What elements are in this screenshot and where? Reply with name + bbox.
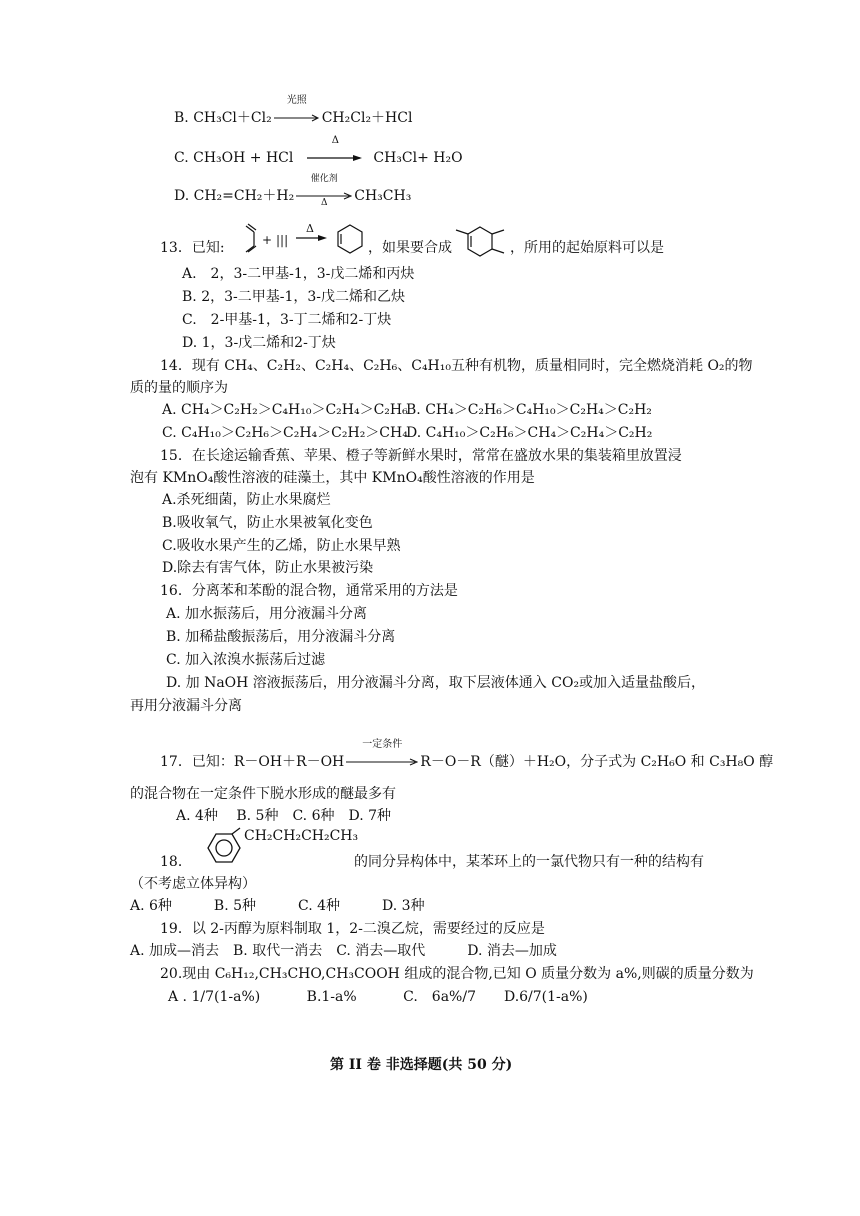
- q16-option-a: A. 加水振荡后，用分液漏斗分离: [166, 606, 368, 622]
- q12-d-right: CH₃CH₃: [354, 188, 412, 204]
- reaction-arrow: [296, 235, 327, 241]
- heat-symbol: Δ: [306, 222, 314, 235]
- q13-option-b: B. 2，3-二甲基-1，3-戊二烯和乙炔: [182, 289, 406, 305]
- q20-options: A . 1/7(1-a%) B.1-a% C. 6a%/7 D.6/7(1-a%): [168, 989, 588, 1005]
- q15-option-d: D.除去有害气体，防止水果被污染: [162, 560, 374, 576]
- q15-option-a: A.杀死细菌，防止水果腐烂: [162, 492, 331, 508]
- q16-option-d: D. 加 NaOH 溶液振荡后，用分液漏斗分离，取下层液体通入 CO₂或加入适量盐酸后，: [166, 675, 706, 691]
- alkyne-bond-icon: |||: [276, 233, 289, 247]
- cyclohexene-icon: [338, 225, 362, 253]
- condition-heat: Δ: [321, 198, 328, 208]
- q12-b-left: B. CH₃Cl＋Cl₂: [174, 110, 272, 126]
- q17-stem-line2: 的混合物在一定条件下脱水形成的醚最多有: [130, 786, 396, 802]
- q17-right: R－O－R（醚）＋H₂O，分子式为 C₂H₆O 和 C₃H₈O 醇: [420, 754, 774, 770]
- q17-options: A. 4种 B. 5种 C. 6种 D. 7种: [176, 808, 392, 824]
- butylbenzene-structure: [194, 826, 360, 870]
- q18-number: 18．: [160, 854, 192, 870]
- q15-option-b: B.吸收氧气，防止水果被氧化变色: [162, 515, 373, 531]
- q13-stem: [160, 238, 225, 258]
- q19-stem: 19．以 2-丙醇为原料制取 1，2-二溴乙烷，需要经过的反应是: [160, 921, 545, 937]
- q13-tail: ，所用的起始原料可以是: [510, 240, 664, 256]
- q13-option-a: A. 2，3-二甲基-1，3-戊二烯和丙炔: [182, 266, 415, 282]
- condition-catalyst: 催化剂: [310, 174, 338, 184]
- q13-option-d: D. 1，3-戊二烯和2-丁炔: [182, 335, 336, 351]
- q13-mid: ，如果要合成: [368, 240, 452, 256]
- reaction-arrow: [307, 135, 363, 168]
- q12-d-left: D. CH₂=CH₂＋H₂: [174, 188, 295, 204]
- q14-option-a: A. CH₄＞C₂H₂＞C₄H₁₀＞C₂H₄＞C₂H₆: [162, 402, 408, 418]
- q14-stem-line2: 质的量的顺序为: [130, 380, 228, 396]
- condition-text: 一定条件: [362, 739, 403, 750]
- reaction-arrow: [346, 739, 418, 772]
- reaction-arrow: [296, 174, 352, 208]
- q13-option-c: C. 2-甲基-1，3-丁二烯和2-丁炔: [182, 312, 392, 328]
- q18-stem: 的同分异构体中，某苯环上的一氯代物只有一种的结构有: [354, 854, 704, 870]
- q12-option-d: [174, 174, 412, 208]
- q12-c-left: C. CH₃OH + HCl: [174, 150, 294, 166]
- q15-stem-line1: 15．在长途运输香蕉、苹果、橙子等新鲜水果时，常常在盛放水果的集装箱里放置浸: [160, 448, 682, 464]
- plus-sign: +: [262, 233, 273, 247]
- q12-c-right: CH₃Cl+ H₂O: [373, 150, 463, 166]
- q17-left: 17．已知：R－OH＋R－OH: [160, 754, 345, 770]
- q17-stem-line1: [160, 739, 774, 772]
- q14-option-d: D. C₄H₁₀＞C₂H₆＞CH₄＞C₂H₄＞C₂H₂: [406, 425, 653, 441]
- target-cyclohexene-icon: [452, 222, 508, 262]
- q18-options: A. 6种 B. 5种 C. 4种 D. 3种: [130, 898, 425, 914]
- butadiene-icon: [246, 224, 256, 252]
- section-ii-heading: 第 II 卷 非选择题(共 50 分): [330, 1057, 513, 1073]
- condition-light: 光照: [286, 95, 307, 106]
- q18-stem-line2: （不考虑立体异构）: [130, 876, 256, 892]
- condition-heat: Δ: [331, 135, 339, 146]
- q16-option-b: B. 加稀盐酸振荡后，用分液漏斗分离: [166, 629, 396, 645]
- q14-option-b: B. CH₄＞C₂H₆＞C₄H₁₀＞C₂H₄＞C₂H₂: [406, 402, 652, 418]
- diels-alder-scheme: [232, 220, 374, 264]
- q12-option-c: [174, 135, 463, 168]
- q12-option-b: [174, 95, 413, 128]
- q14-stem-line1: 14．现有 CH₄、C₂H₂、C₂H₄、C₂H₆、C₄H₁₀五种有机物，质量相同时，完全燃烧消耗 O₂的物: [160, 358, 753, 374]
- q19-options: A. 加成—消去 B. 取代一消去 C. 消去—取代 D. 消去—加成: [130, 943, 557, 959]
- q14-option-c: C. C₄H₁₀＞C₂H₆＞C₂H₄＞C₂H₂＞CH₄: [162, 425, 408, 441]
- q12-b-right: CH₂Cl₂＋HCl: [321, 110, 413, 126]
- q20-stem: 20.现由 C₆H₁₂,CH₃CHO,CH₃COOH 组成的混合物,已知 O 质量分数为 a%,则碳的质量分数为: [160, 966, 754, 982]
- reaction-arrow: [274, 95, 320, 128]
- q13-prefix: 13．已知:: [160, 240, 225, 256]
- q16-option-d-continued: 再用分液漏斗分离: [130, 698, 242, 714]
- q15-stem-line2: 泡有 KMnO₄酸性溶液的硅藻土，其中 KMnO₄酸性溶液的作用是: [130, 470, 535, 486]
- benzene-ring-icon: [208, 828, 240, 862]
- q15-option-c: C.吸收水果产生的乙烯，防止水果早熟: [162, 538, 401, 554]
- q16-option-c: C. 加入浓溴水振荡后过滤: [166, 652, 326, 668]
- butyl-chain-label: CH₂CH₂CH₂CH₃: [244, 828, 359, 844]
- q16-stem: 16．分离苯和苯酚的混合物，通常采用的方法是: [160, 583, 458, 599]
